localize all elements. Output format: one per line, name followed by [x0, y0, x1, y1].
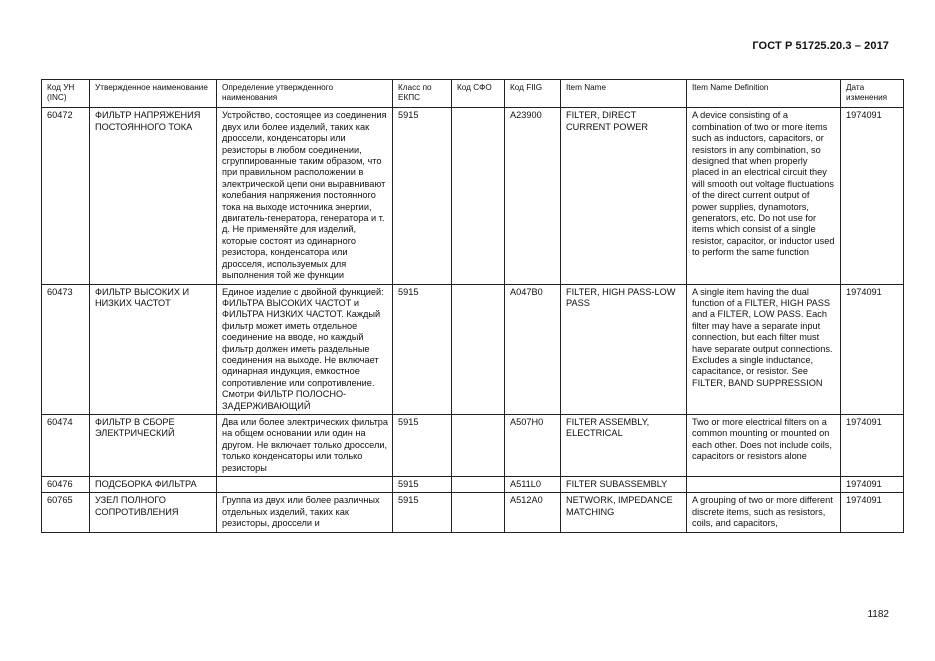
table-row: [42, 108, 904, 284]
column-header-inc: Код УН (INC): [42, 80, 90, 108]
cell-item-name-definition: A device consisting of a combination of two or more items such as inductors, capacitors, or resistors in any combination, so designed that when properly placed in an electrical circuit they will smooth out voltage fluctuations of the direct current output of power supplies, dynamotors, generators, etc. Do not use for items which consist of a single resistor, capacitor, or inductor used to perform the same function: [687, 108, 841, 284]
cell-ekps-class: 5915: [393, 284, 452, 414]
cell-fiig-code: A047B0: [505, 284, 561, 414]
cell-item-name: FILTER, DIRECT CURRENT POWER: [561, 108, 687, 284]
column-header-ekps-class: Класс по ЕКПС: [393, 80, 452, 108]
column-header-approved-name: Утвержденное наименование: [90, 80, 217, 108]
cell-item-name: FILTER ASSEMBLY, ELECTRICAL: [561, 414, 687, 476]
cell-change-date: 1974091: [841, 284, 904, 414]
cell-definition: Два или более электрических фильтра на общем основании или один на другом. Не включает только дроссели, только конденсаторы или только резисторы: [217, 414, 393, 476]
cell-definition: Группа из двух или более различных отдельных изделий, таких как резисторы, дроссели и: [217, 493, 393, 532]
cell-sfo-code: [452, 414, 505, 476]
cell-item-name-definition: [687, 477, 841, 493]
cell-change-date: 1974091: [841, 108, 904, 284]
cell-inc: 60476: [42, 477, 90, 493]
cell-sfo-code: [452, 284, 505, 414]
cell-inc: 60472: [42, 108, 90, 284]
cell-fiig-code: A23900: [505, 108, 561, 284]
cell-definition: Устройство, состоящее из соединения двух или более изделий, таких как дроссели, конденсаторы или резисторы в любом соединении, сгруппированные таким образом, что при правильном расположении в электрической цепи они выравнивают колебания напряжения постоянного тока на выходе источника энергии, двигатель-генератора, генератора и т. д. Не применяйте для изделий, которые состоят из одинарного резистора, конденсатора или дросселя, используемых для выполнения той же функции: [217, 108, 393, 284]
cell-fiig-code: A512A0: [505, 493, 561, 532]
table-row: [42, 414, 904, 476]
cell-inc: 60765: [42, 493, 90, 532]
column-header-definition: Определение утвержденного наименования: [217, 80, 393, 108]
cell-change-date: 1974091: [841, 414, 904, 476]
cell-change-date: 1974091: [841, 477, 904, 493]
document-code: ГОСТ Р 51725.20.3 – 2017: [752, 40, 889, 52]
cell-approved-name: ФИЛЬТР НАПРЯЖЕНИЯ ПОСТОЯННОГО ТОКА: [90, 108, 217, 284]
cell-approved-name: ПОДСБОРКА ФИЛЬТРА: [90, 477, 217, 493]
cell-change-date: 1974091: [841, 493, 904, 532]
page-number: 1182: [867, 609, 889, 620]
table-header-row: [42, 80, 904, 108]
cell-item-name-definition: A grouping of two or more different discrete items, such as resistors, coils, and capacitors,: [687, 493, 841, 532]
table-row: [42, 284, 904, 414]
table-row: [42, 477, 904, 493]
column-header-fiig-code: Код FIIG: [505, 80, 561, 108]
cell-fiig-code: A507H0: [505, 414, 561, 476]
cell-fiig-code: A511L0: [505, 477, 561, 493]
cell-ekps-class: 5915: [393, 108, 452, 284]
item-name-table: [41, 79, 904, 533]
cell-inc: 60473: [42, 284, 90, 414]
column-header-change-date: Дата изменения: [841, 80, 904, 108]
column-header-sfo-code: Код СФО: [452, 80, 505, 108]
cell-approved-name: ФИЛЬТР ВЫСОКИХ И НИЗКИХ ЧАСТОТ: [90, 284, 217, 414]
cell-ekps-class: 5915: [393, 414, 452, 476]
column-header-item-name: Item Name: [561, 80, 687, 108]
cell-item-name: FILTER SUBASSEMBLY: [561, 477, 687, 493]
cell-ekps-class: 5915: [393, 477, 452, 493]
cell-approved-name: УЗЕЛ ПОЛНОГО СОПРОТИВЛЕНИЯ: [90, 493, 217, 532]
cell-ekps-class: 5915: [393, 493, 452, 532]
cell-item-name: NETWORK, IMPEDANCE MATCHING: [561, 493, 687, 532]
cell-definition: [217, 477, 393, 493]
cell-inc: 60474: [42, 414, 90, 476]
cell-definition: Единое изделие с двойной функцией: ФИЛЬТРА ВЫСОКИХ ЧАСТОТ и ФИЛЬТРА НИЗКИХ ЧАСТОТ. Каждый фильтр может иметь отдельное соединение на вводе, но каждый фильтр должен иметь раздельные соединения на выходе. Не включает одинарная индукция, емкостное сопротивление или сопротивление. Смотри ФИЛЬТР ПОЛОСНО-ЗАДЕРЖИВАЮЩИЙ: [217, 284, 393, 414]
column-header-item-name-definition: Item Name Definition: [687, 80, 841, 108]
cell-approved-name: ФИЛЬТР В СБОРЕ ЭЛЕКТРИЧЕСКИЙ: [90, 414, 217, 476]
cell-item-name: FILTER, HIGH PASS-LOW PASS: [561, 284, 687, 414]
cell-item-name-definition: Two or more electrical filters on a common mounting or mounted on each other. Does not include coils, capacitors or resistors alone: [687, 414, 841, 476]
table-row: [42, 493, 904, 532]
cell-item-name-definition: A single item having the dual function of a FILTER, HIGH PASS and a FILTER, LOW PASS. Each filter may have a separate input connection, but each filter must have separate output connections. Excludes a single inductance, capacitance, or resistor. See FILTER, BAND SUPPRESSION: [687, 284, 841, 414]
cell-sfo-code: [452, 477, 505, 493]
cell-sfo-code: [452, 493, 505, 532]
cell-sfo-code: [452, 108, 505, 284]
